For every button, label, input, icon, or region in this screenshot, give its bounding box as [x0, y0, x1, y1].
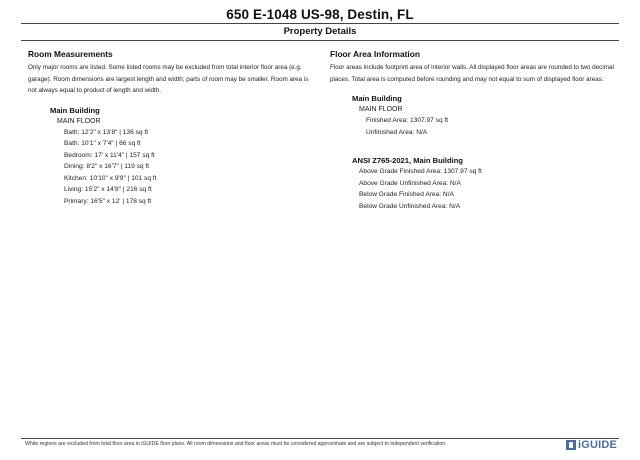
room-row: Primary: 16'5" x 12' | 178 sq ft — [64, 197, 152, 205]
section-title: Property Details — [283, 26, 357, 37]
floor-floor-name: MAIN FLOOR — [359, 106, 403, 113]
floor-building-group — [330, 93, 620, 138]
floor-area-heading: Floor Area Information — [330, 49, 420, 59]
ansi-heading: ANSI Z765-2021, Main Building — [352, 156, 463, 165]
floor-area-row: Unfinished Area: N/A — [366, 128, 428, 136]
floor-area-list — [352, 115, 620, 138]
subtitle-divider — [21, 40, 619, 41]
title-divider — [21, 23, 619, 24]
room-row: Dining: 8'2" x 16'7" | 119 sq ft — [64, 163, 150, 170]
footer-note: White regions are excluded from total floor area in iGUIDE floor plans. All room dimensions and floor areas must be considered approximate and are subject to independent verification. — [25, 441, 447, 447]
ansi-row: Above Grade Finished Area: 1307.97 sq ft — [359, 168, 482, 175]
room-row: Bedroom: 17' x 11'4" | 157 sq ft — [64, 151, 155, 159]
ansi-row: Above Grade Unfinished Area: N/A — [359, 179, 461, 187]
room-row: Bath: 12'2" x 13'8" | 136 sq ft — [64, 128, 149, 136]
iguide-logo-icon — [566, 440, 576, 450]
floor-area-description: Floor areas include footprint area of interior walls. All displayed floor areas are rounded to two decimal places. Total area is computed before rounding and may not equal to sum of displayed floor areas. — [330, 64, 614, 83]
room-row: Living: 15'2" x 14'8" | 216 sq ft — [64, 186, 152, 193]
room-building-name: Main Building — [50, 105, 100, 115]
room-measurements-description: Only major rooms are listed. Some listed rooms may be excluded from total interior floor area (e.g. garage). Room dimensions are largest length and width; parts of room may be smaller. Room area is not always equal to product of length and width. — [28, 64, 309, 94]
floor-area-section — [330, 49, 620, 212]
ansi-group — [330, 155, 620, 212]
room-floor-name: MAIN FLOOR — [57, 117, 101, 125]
ansi-list — [352, 166, 620, 212]
ansi-row: Below Grade Finished Area: N/A — [359, 191, 454, 198]
page-title: 650 E-1048 US-98, Destin, FL — [226, 7, 414, 22]
room-list — [50, 127, 318, 208]
iguide-logo — [566, 438, 617, 452]
room-measurements-section — [28, 49, 318, 207]
room-row: Kitchen: 10'10" x 9'9" | 101 sq ft — [64, 174, 157, 182]
ansi-row: Below Grade Unfinished Area: N/A — [359, 202, 461, 210]
iguide-logo-text: iGUIDE — [578, 439, 618, 451]
room-measurements-heading: Room Measurements — [28, 49, 113, 59]
floor-area-row: Finished Area: 1307.97 sq ft — [366, 117, 449, 124]
floor-building-name: Main Building — [352, 94, 402, 103]
room-building-group — [28, 105, 318, 208]
footer-divider — [21, 438, 619, 439]
room-row: Bath: 10'1" x 7'4" | 66 sq ft — [64, 140, 141, 147]
